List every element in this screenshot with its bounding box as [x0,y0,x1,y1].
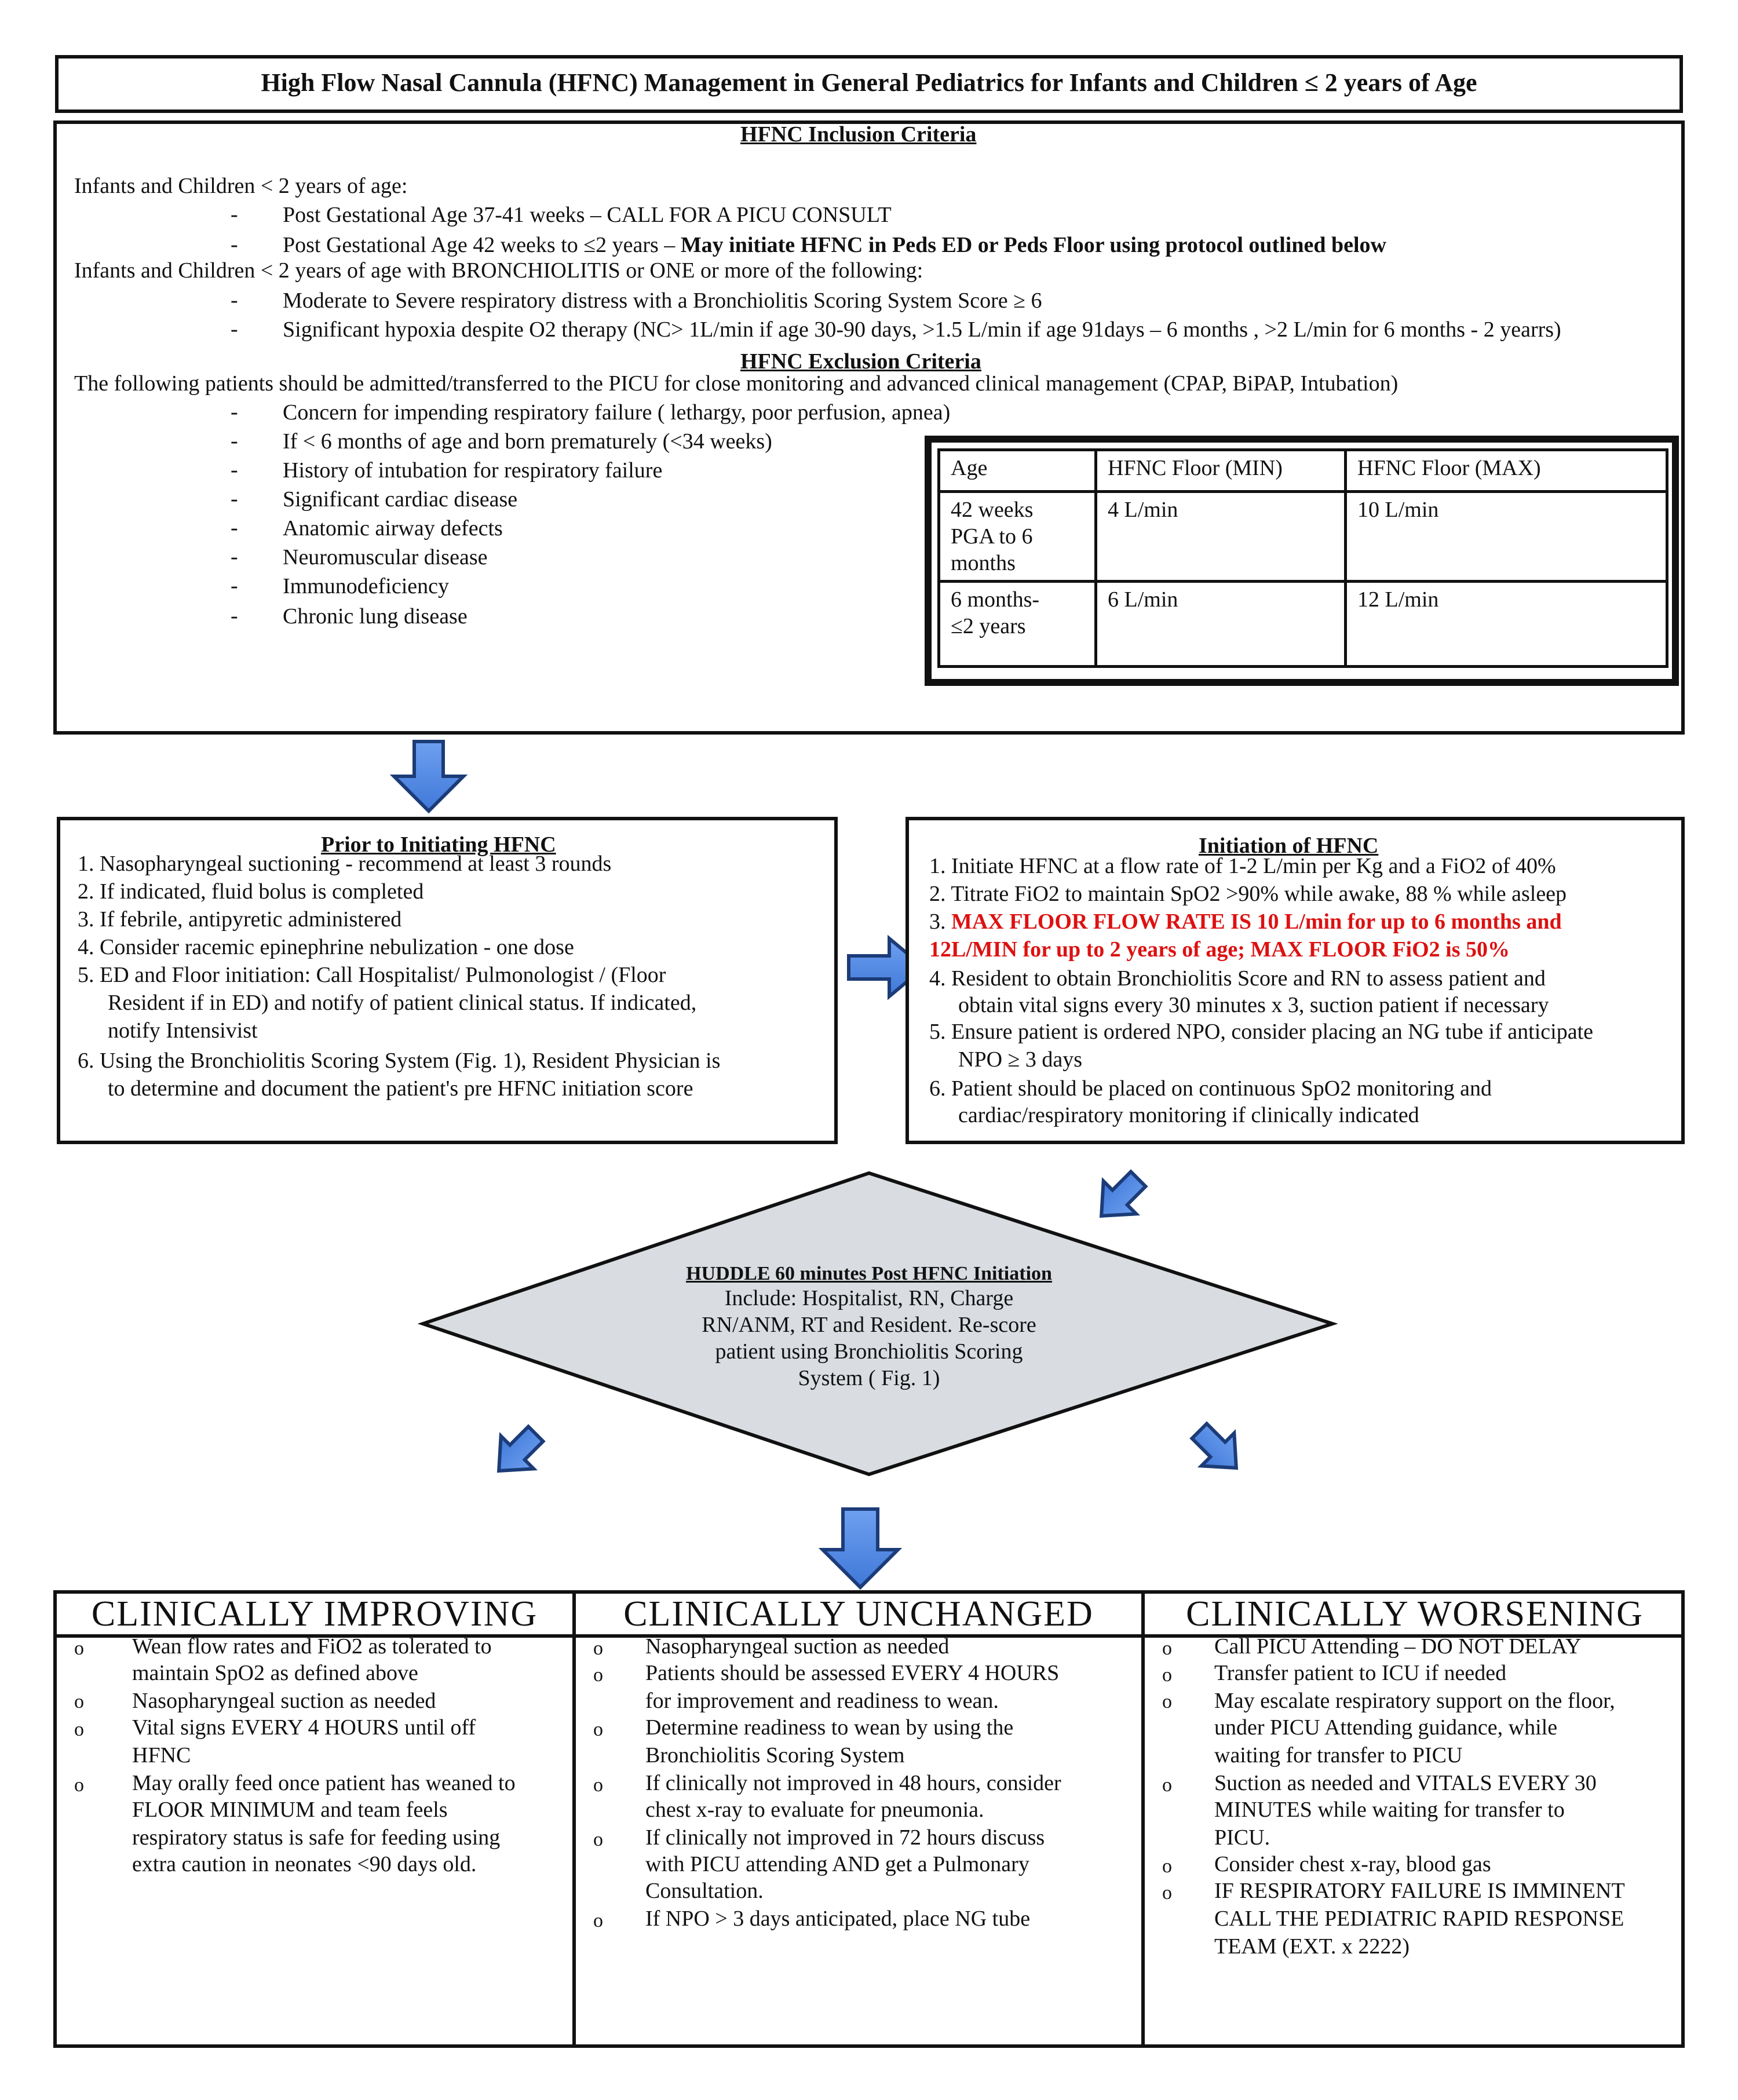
exclusion-item: Concern for impending respiratory failure ( lethargy, poor perfusion, apnea) [283,400,951,425]
table-header: HFNC Floor (MIN) [1096,450,1346,492]
exclusion-item: Immunodeficiency [283,574,450,598]
exclusion-heading: HFNC Exclusion Criteria [740,349,981,374]
list-item: Bronchiolitis Scoring System [645,1743,905,1767]
exclusion-item: Significant cardiac disease [283,487,518,512]
exclusion-item: History of intubation for respiratory failure [283,458,663,483]
table-row [939,492,1667,582]
improving-title: CLINICALLY IMPROVING [91,1594,538,1634]
age-line: PGA to 6 [951,524,1033,549]
flow-rate-table [937,448,1668,668]
age-line: months [951,551,1016,575]
prior-line: 2. If indicated, fluid bolus is completed [78,879,424,904]
list-item: IF RESPIRATORY FAILURE IS IMMINENT [1214,1879,1625,1903]
inclusion-heading: HFNC Inclusion Criteria [740,122,977,147]
list-item: PICU. [1214,1825,1270,1850]
prior-line: 6. Using the Bronchiolitis Scoring System (Fig. 1), Resident Physician is [78,1049,721,1073]
initiation-line: 6. Patient should be placed on continuous SpO2 monitoring and [929,1076,1492,1101]
initiation-box [905,817,1685,1144]
list-item: Suction as needed and VITALS EVERY 30 [1214,1771,1597,1795]
inclusion-item-emphasis: May initiate HFNC in Peds ED or Peds Floor using protocol outlined below [680,233,1386,257]
list-item: Transfer patient to ICU if needed [1214,1661,1507,1685]
list-item: with PICU attending AND get a Pulmonary [645,1852,1029,1876]
table-row [939,582,1667,667]
list-item: Consider chest x-ray, blood gas [1214,1852,1491,1876]
initiation-line: cardiac/respiratory monitoring if clinically indicated [958,1103,1419,1127]
age-line: 6 months- [951,587,1040,612]
down-left-arrow-icon [483,1418,552,1487]
initiation-heading: Initiation of HFNC [1199,834,1379,858]
flow-rate-table-frame [925,436,1679,686]
title-box [55,55,1683,113]
age-line: 42 weeks [951,498,1034,522]
inclusion-item: Significant hypoxia despite O2 therapy (NC> 1L/min if age 30-90 days, >1.5 L/min if age 91days – 6 months , >2 L/min for 6 months - 2 yearrs) [283,317,1561,342]
list-item: If clinically not improved in 72 hours discuss [645,1825,1045,1850]
list-item: under PICU Attending guidance, while [1214,1715,1558,1740]
exclusion-intro: The following patients should be admitted/transferred to the PICU for close monitoring and advanced clinical management (CPAP, BiPAP, Intubation) [74,371,1399,396]
list-item: If NPO > 3 days anticipated, place NG tube [645,1907,1031,1931]
list-item: May orally feed once patient has weaned to [132,1771,516,1795]
table-cell-age [939,492,1096,582]
inclusion-item-text: Post Gestational Age 42 weeks to ≤2 years – [283,233,681,257]
initiation-line: 2. Titrate FiO2 to maintain SpO2 >90% while awake, 88 % while asleep [929,882,1567,906]
down-right-arrow-icon [1183,1415,1253,1484]
age-line: ≤2 years [951,614,1026,638]
list-item: Call PICU Attending – DO NOT DELAY [1214,1634,1582,1659]
list-item: waiting for transfer to PICU [1214,1743,1463,1767]
huddle-line: Include: Hospitalist, RN, Charge [724,1286,1014,1310]
initiation-line: 5. Ensure patient is ordered NPO, consider placing an NG tube if anticipate [929,1020,1593,1044]
list-item: If clinically not improved in 48 hours, consider [645,1771,1061,1795]
list-item: MINUTES while waiting for transfer to [1214,1798,1565,1822]
initiation-line: 1. Initiate HFNC at a flow rate of 1-2 L/min per Kg and a FiO2 of 40% [929,854,1556,878]
list-item: extra caution in neonates <90 days old. [132,1852,477,1876]
inclusion-item: Post Gestational Age 37-41 weeks – CALL FOR A PICU CONSULT [283,203,892,227]
exclusion-item: Chronic lung disease [283,604,468,629]
table-cell-min: 6 L/min [1096,582,1346,667]
prior-line: 3. If febrile, antipyretic administered [78,907,402,932]
center-down-arrow-icon [823,1509,898,1587]
worsening-title: CLINICALLY WORSENING [1186,1594,1644,1634]
list-item: Wean flow rates and FiO2 as tolerated to [132,1634,492,1659]
unchanged-title: CLINICALLY UNCHANGED [623,1594,1094,1634]
initiation-line: obtain vital signs every 30 minutes x 3, suction patient if necessary [958,993,1549,1017]
list-item: maintain SpO2 as defined above [132,1661,418,1685]
exclusion-item: If < 6 months of age and born prematurely (<34 weeks) [283,429,772,454]
huddle-line: patient using Bronchiolitis Scoring [715,1339,1023,1364]
criteria-box: HFNC Inclusion Criteria Infants and Children < 2 years of age: - Post Gestational Age 37-41 weeks – CALL FOR A PICU CONSULT - Post Gestational Age 42 weeks to ≤2 years – May initiate HFNC in Peds ED or Peds Floor using protocol outlined below Infants and Children < 2 years of age with BRONCHIOLITIS or ONE or more of the following: - Moderate to Severe respiratory distress with a Bronchiolitis Scoring System Score ≥ 6 - Significant hypoxia despite O2 therapy (NC> 1L/min if age 30-90 days, >1.5 L/min if age 91days – 6 months , >2 L/min for 6 months - 2 yearrs) HFNC Exclusion Criteria The following patients should be admitted/transferred to the PICU for close monitoring and advanced clinical management (CPAP, BiPAP, Intubation) - Concern for impending respiratory failure ( lethargy, poor perfusion, apnea) - If < 6 months of age and born prematurely (<34 weeks) - History of intubation for respiratory failure - Significant cardiac disease - Anatomic airway defects - Neuromuscular disease - Immunodeficiency - Chronic lung disease Age HFNC Floor (MIN) HFNC Floor (MAX) 42 weeks PGA to 6 months 4 L/min 10 L/min 6 months- ≤2 years 6 L/min 12 L/min [53,120,1685,735]
list-item: Vital signs EVERY 4 HOURS until off [132,1715,476,1740]
initiation-step-number: 3. [929,910,951,934]
list-item: May escalate respiratory support on the floor, [1214,1689,1615,1713]
max-flow-warning: MAX FLOOR FLOW RATE IS 10 L/min for up to 6 months and [951,910,1562,934]
table-header: HFNC Floor (MAX) [1346,450,1667,492]
list-item: FLOOR MINIMUM and team feels [132,1798,448,1822]
huddle-heading: HUDDLE 60 minutes Post HFNC Initiation [686,1263,1052,1284]
exclusion-item: Neuromuscular disease [283,545,488,569]
prior-heading: Prior to Initiating HFNC [321,832,556,857]
outcomes-table: CLINICALLY IMPROVING CLINICALLY UNCHANGED CLINICALLY WORSENING o Wean flow rates and FiO2 as tolerated to maintain SpO2 as defined above o Nasopharyngeal suction as needed o Vital signs EVERY 4 HOURS until off HFNC o May orally feed once patient has weaned to FLOOR MINIMUM and team feels respiratory status is safe for feeding using extra caution in neonates <90 days old. o Nasopharyngeal suction as needed o Patients should be assessed EVERY 4 HOURS for improvement and readiness to wean. o Determine readiness to wean by using the Bronchiolitis Scoring System o If clinically not improved in 48 hours, consider chest x-ray to evaluate for pneumonia. o If clinically not improved in 72 hours discuss with PICU attending AND get a Pulmonary Consultation. o If NPO > 3 days anticipated, place NG tube o Call PICU Attending – DO NOT DELAY o Transfer patient to ICU if needed o May escalate respiratory support on the floor, under PICU Attending guidance, while waiting for transfer to PICU o Suction as needed and VITALS EVERY 30 MINUTES while waiting for transfer to PICU. o Consider chest x-ray, blood gas o IF RESPIRATORY FAILURE IS IMMINENT CALL THE PEDIATRIC RAPID RESPONSE TEAM (EXT. x 2222) [53,1590,1685,2048]
list-item: Consultation. [645,1879,764,1903]
table-cell-min: 4 L/min [1096,492,1346,582]
inclusion-group1: Infants and Children < 2 years of age: [74,174,408,198]
huddle-line: System ( Fig. 1) [798,1366,940,1390]
prior-line: notify Intensivist [108,1018,258,1043]
prior-line: 5. ED and Floor initiation: Call Hospitalist/ Pulmonologist / (Floor [78,963,666,987]
list-item: CALL THE PEDIATRIC RAPID RESPONSE [1214,1907,1624,1931]
column-divider [572,1594,576,2044]
list-item: for improvement and readiness to wean. [645,1689,999,1713]
diagonal-arrow-icon [1085,1163,1155,1232]
inclusion-item [283,232,1386,259]
initiation-line [929,908,1562,936]
initiation-line: 4. Resident to obtain Bronchiolitis Score and RN to assess patient and [929,966,1546,991]
initiation-line: NPO ≥ 3 days [958,1047,1083,1072]
inclusion-item: Moderate to Severe respiratory distress with a Bronchiolitis Scoring System Score ≥ 6 [283,288,1042,313]
table-cell-age [939,582,1096,667]
list-item: chest x-ray to evaluate for pneumonia. [645,1798,984,1822]
column-divider [1141,1594,1145,2044]
down-arrow-icon [394,742,463,811]
prior-line: 1. Nasopharyngeal suctioning - recommend at least 3 rounds [78,852,612,876]
prior-box [57,817,838,1144]
exclusion-item: Anatomic airway defects [283,516,503,540]
list-item: HFNC [132,1743,191,1767]
table-header-row [939,450,1667,492]
table-cell-max: 12 L/min [1346,582,1667,667]
list-item: TEAM (EXT. x 2222) [1214,1934,1410,1959]
huddle-line: RN/ANM, RT and Resident. Re-score [702,1313,1036,1337]
max-flow-warning: 12L/MIN for up to 2 years of age; MAX FLOOR FiO2 is 50% [929,937,1510,962]
prior-line: to determine and document the patient's pre HFNC initiation score [108,1076,693,1101]
table-cell-max: 10 L/min [1346,492,1667,582]
prior-line: 4. Consider racemic epinephrine nebulization - one dose [78,935,574,959]
list-item: Determine readiness to wean by using the [645,1715,1014,1740]
prior-line: Resident if in ED) and notify of patient clinical status. If indicated, [108,991,697,1015]
inclusion-group2: Infants and Children < 2 years of age with BRONCHIOLITIS or ONE or more of the following: [74,258,923,283]
list-item: Patients should be assessed EVERY 4 HOURS [645,1661,1060,1685]
list-item: Nasopharyngeal suction as needed [645,1634,950,1659]
table-header: Age [939,450,1096,492]
page-title: High Flow Nasal Cannula (HFNC) Management in General Pediatrics for Infants and Children ≤ 2 years of Age [261,68,1477,97]
list-item: Nasopharyngeal suction as needed [132,1689,436,1713]
list-item: respiratory status is safe for feeding using [132,1825,501,1850]
